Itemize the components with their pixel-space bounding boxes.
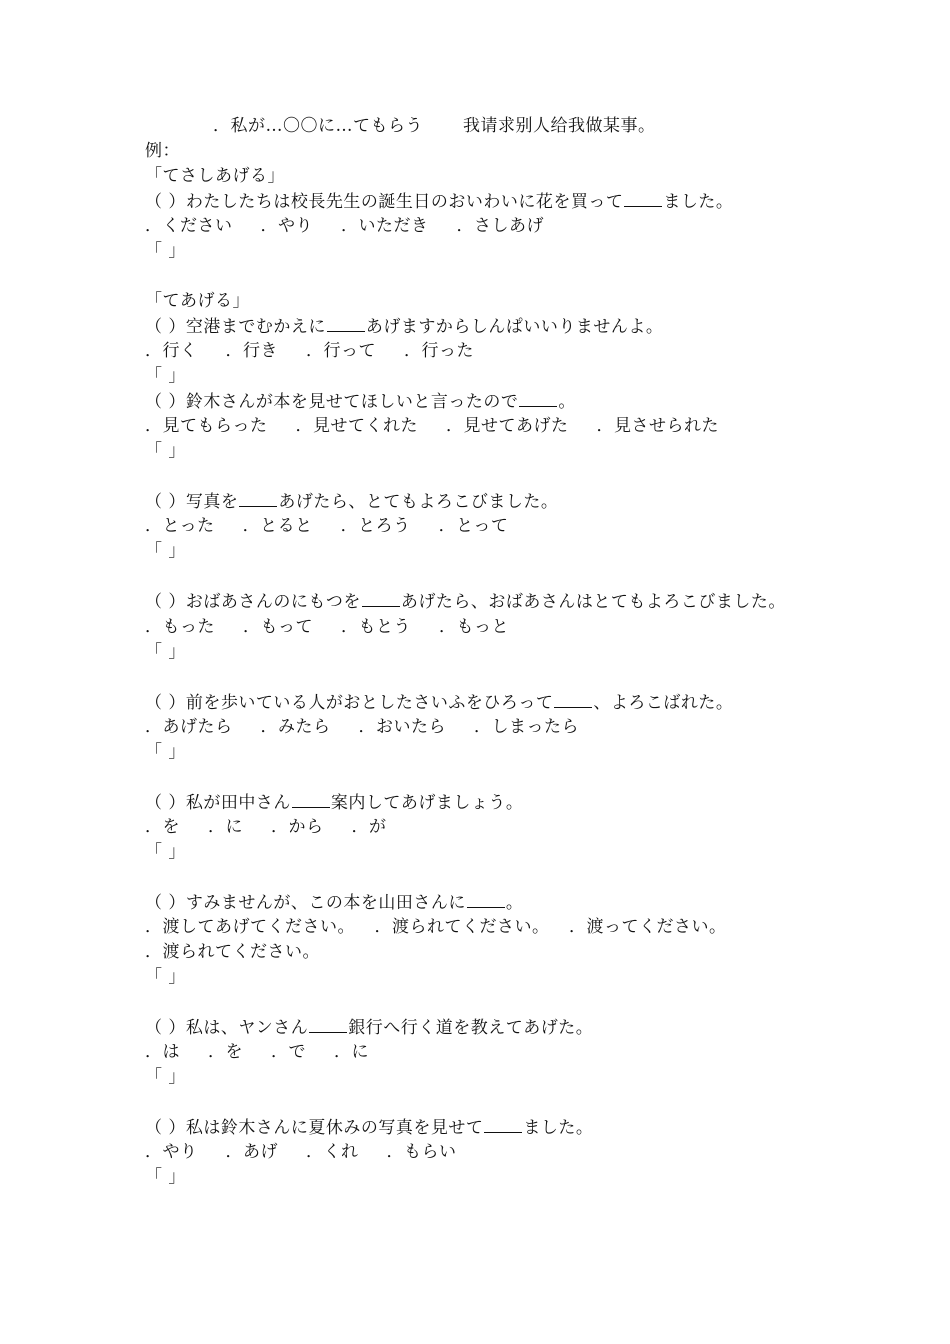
answer-blank [327, 314, 365, 332]
question-3: （ ）鈴木さんが本を見せてほしいと言ったので 。 [145, 389, 825, 414]
options-8: ．渡してあげてください。 ．渡られてください。 ．渡ってください。 [145, 917, 727, 937]
answer-1: 「 」 [145, 241, 186, 261]
worksheet [145, 114, 825, 1190]
question-8: （ ）すみませんが、この本を山田さんに 。 [145, 890, 825, 915]
answer-8: 「 」 [145, 967, 186, 987]
options-9: ．は ．を ．で ．に [145, 1042, 369, 1062]
answer-blank [554, 690, 592, 708]
answer-2: 「 」 [145, 366, 186, 386]
answer-blank [467, 890, 505, 908]
answer-10: 「 」 [145, 1167, 186, 1187]
question-9: （ ）私は、ヤンさん 銀行へ行く道を教えてあげた。 [145, 1015, 825, 1040]
answer-7: 「 」 [145, 842, 186, 862]
options-8-cont: ．渡られてください。 [145, 942, 320, 962]
answer-4: 「 」 [145, 541, 186, 561]
answer-blank [309, 1015, 347, 1033]
answer-blank [362, 589, 400, 607]
example-label: 例： [145, 141, 180, 161]
section-title: 「てあげる」 [145, 291, 250, 311]
question-5: （ ）おばあさんのにもつを あげたら、おばあさんはとてもよろこびました。 [145, 589, 825, 615]
options-5: ．もった ．もって ．もとう ．もっと [145, 617, 509, 637]
answer-blank [292, 790, 330, 808]
pattern-text: ．私が…〇〇に…てもらう [213, 116, 423, 136]
options-4: ．とった ．とると ．とろう ．とって [145, 516, 509, 536]
options-10: ．やり ．あげ ．くれ ．もらい [145, 1142, 457, 1162]
question-2: （ ）空港までむかえに あげますからしんぱいいりませんよ。 [145, 314, 825, 339]
question-1: （ ）わたしたちは校長先生の誕生日のおいわいに花を買って ました。 [145, 189, 825, 214]
answer-blank [519, 389, 557, 407]
question-4: （ ）写真を あげたら、とてもよろこびました。 [145, 489, 825, 514]
section-title: 「てさしあげる」 [145, 166, 285, 186]
answer-3: 「 」 [145, 441, 186, 461]
options-7: ．を ．に ．から ．が [145, 817, 387, 837]
answer-5: 「 」 [145, 642, 186, 662]
answer-blank [624, 189, 662, 207]
answer-blank [239, 489, 277, 507]
options-1: ．ください ．やり ．いただき ．さしあげ [145, 216, 544, 236]
answer-9: 「 」 [145, 1067, 186, 1087]
question-7: （ ）私が田中さん 案内してあげましょう。 [145, 790, 825, 815]
meaning-text: 我请求别人给我做某事。 [463, 116, 656, 136]
grammar-header [145, 114, 825, 139]
question-6: （ ）前を歩いている人がおとしたさいふをひろって 、よろこばれた。 [145, 690, 825, 715]
options-6: ．あげたら ．みたら ．おいたら ．しまったら [145, 717, 579, 737]
answer-blank [484, 1115, 522, 1133]
options-3: ．見てもらった ．見せてくれた ．見せてあげた ．見させられた [145, 416, 719, 436]
question-10: （ ）私は鈴木さんに夏休みの写真を見せて ました。 [145, 1115, 825, 1140]
options-2: ．行く ．行き ．行って ．行った [145, 341, 474, 361]
answer-6: 「 」 [145, 742, 186, 762]
